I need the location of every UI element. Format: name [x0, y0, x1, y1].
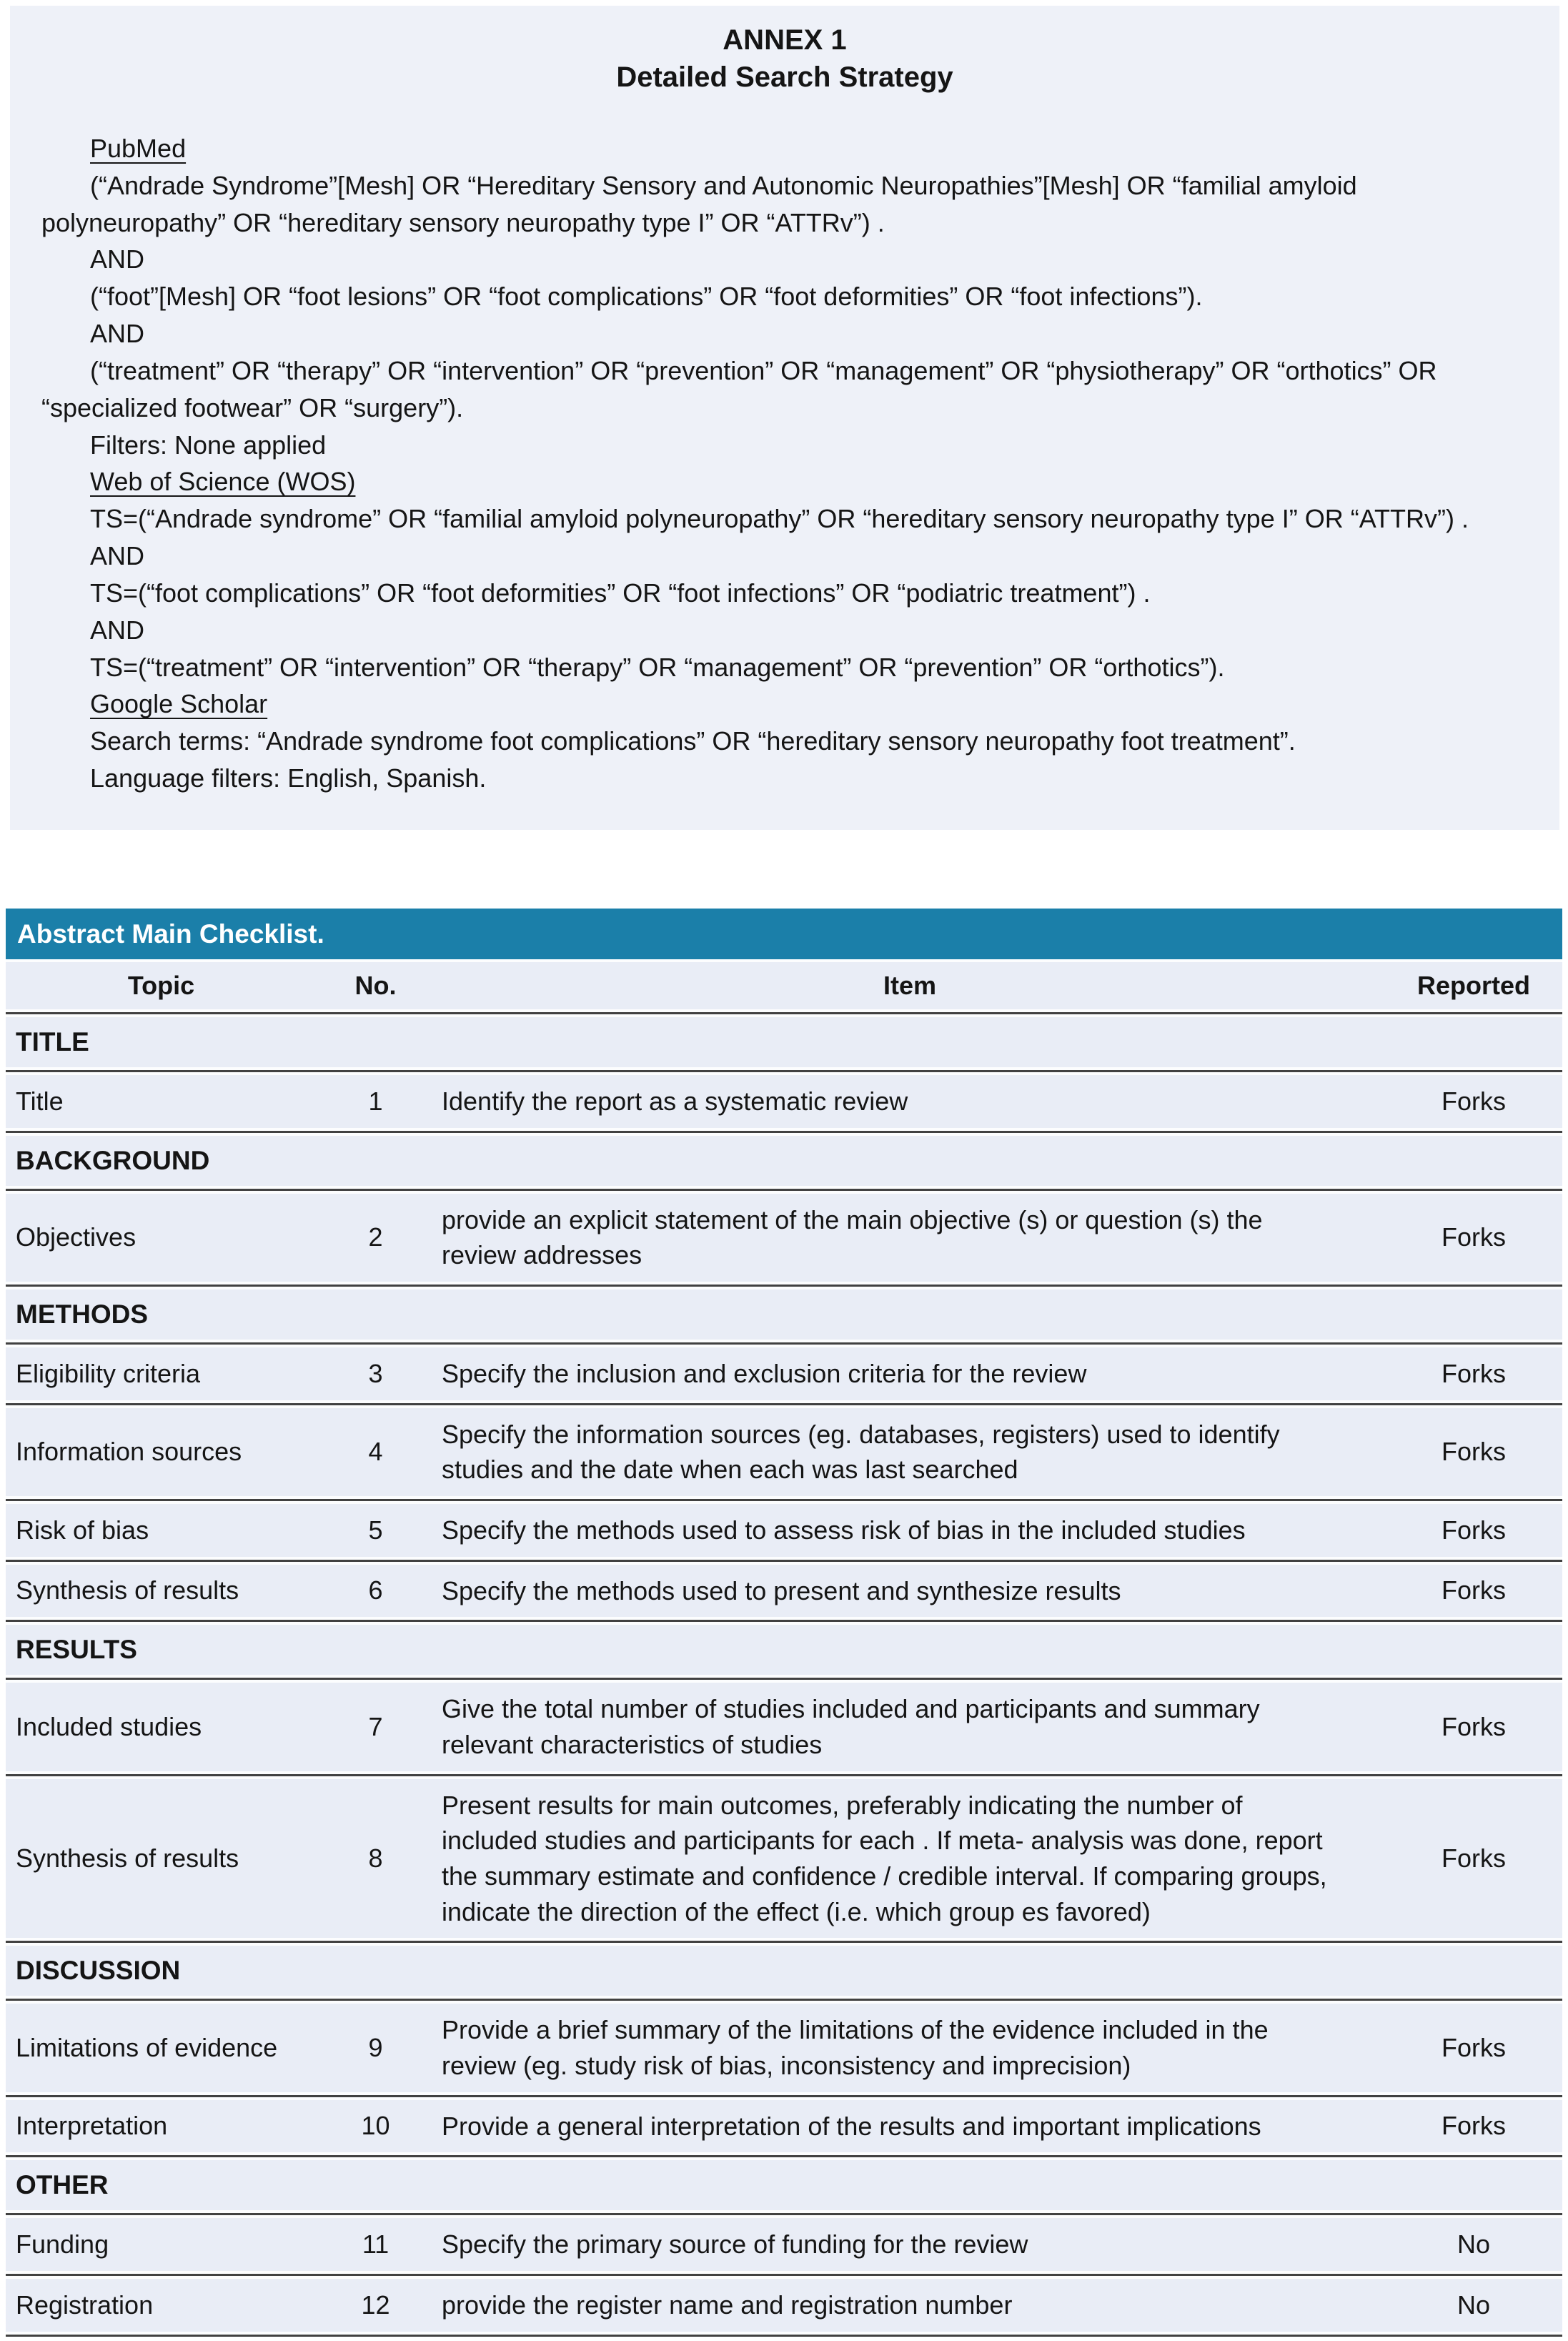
topic-cell: Funding	[6, 2214, 317, 2275]
item-cell: Present results for main outcomes, preferably indicating the number of included studies and participants for each . If meta- analysis was done, report the summary estimate and confidence / credible interval. If comparing groups, indicate the direction of the effect (i.e. which group es favored)	[435, 1775, 1385, 1942]
section-row-title: TITLE	[6, 1013, 1562, 1071]
topic-cell: Included studies	[6, 1679, 317, 1775]
table-row	[6, 1343, 1562, 1404]
topic-cell: Synthesis of results	[6, 1775, 317, 1942]
annex-title: ANNEX 1	[723, 24, 847, 56]
item-cell: provide the register name and registration number	[435, 2275, 1385, 2336]
no-cell: 3	[317, 1343, 435, 1404]
search-line: AND	[90, 615, 145, 645]
search-line: Search terms: “Andrade syndrome foot complications” OR “hereditary sensory neuropathy foot treatment”.	[90, 726, 1296, 756]
item-cell: Specify the information sources (eg. databases, registers) used to identify studies and the date when each was last searched	[435, 1404, 1385, 1500]
no-cell: 2	[317, 1189, 435, 1285]
section-row-discussion: DISCUSSION	[6, 1942, 1562, 2000]
item-cell: Specify the methods used to assess risk of bias in the included studies	[435, 1500, 1385, 1560]
item-cell: Provide a brief summary of the limitations of the evidence included in the review (eg. study risk of bias, inconsistency and imprecision)	[435, 2000, 1385, 2096]
item-cell: Specify the methods used to present and synthesize results	[435, 1560, 1385, 1621]
no-cell: 6	[317, 1560, 435, 1621]
search-line: Language filters: English, Spanish.	[90, 763, 487, 793]
item-cell: Specify the inclusion and exclusion criteria for the review	[435, 1343, 1385, 1404]
search-line: TS=(“treatment” OR “intervention” OR “therapy” OR “management” OR “prevention” OR “orthotics”).	[90, 652, 1225, 682]
checklist-table	[6, 959, 1562, 2337]
reported-cell: No	[1385, 2275, 1562, 2336]
reported-cell: Forks	[1385, 1343, 1562, 1404]
item-cell: Specify the primary source of funding for the review	[435, 2214, 1385, 2275]
table-row	[6, 2214, 1562, 2275]
pubmed-heading: PubMed	[90, 134, 187, 163]
annex-subtitle: Detailed Search Strategy	[616, 61, 953, 93]
no-cell: 1	[317, 1071, 435, 1132]
abstract-checklist	[6, 909, 1562, 2337]
section-row-other: OTHER	[6, 2157, 1562, 2214]
table-row	[6, 1679, 1562, 1775]
column-header-reported: Reported	[1385, 959, 1562, 1014]
column-header-no: No.	[317, 959, 435, 1014]
reported-cell: Forks	[1385, 1071, 1562, 1132]
topic-cell: Synthesis of results	[6, 1560, 317, 1621]
reported-cell: Forks	[1385, 1189, 1562, 1285]
search-line: TS=(“foot complications” OR “foot deformities” OR “foot infections” OR “podiatric treatment”) .	[90, 578, 1151, 608]
no-cell: 12	[317, 2275, 435, 2336]
search-line: (“foot”[Mesh] OR “foot lesions” OR “foot complications” OR “foot deformities” OR “foot infections”).	[90, 282, 1203, 312]
no-cell: 9	[317, 2000, 435, 2096]
search-line: AND	[90, 244, 145, 274]
topic-cell: Limitations of evidence	[6, 2000, 317, 2096]
reported-cell: Forks	[1385, 1775, 1562, 1942]
reported-cell: No	[1385, 2214, 1562, 2275]
no-cell: 7	[317, 1679, 435, 1775]
table-row	[6, 1500, 1562, 1560]
search-line: AND	[90, 319, 145, 349]
no-cell: 4	[317, 1404, 435, 1500]
no-cell: 11	[317, 2214, 435, 2275]
topic-cell: Eligibility criteria	[6, 1343, 317, 1404]
section-row-background: BACKGROUND	[6, 1132, 1562, 1189]
table-row	[6, 1560, 1562, 1621]
table-row	[6, 1071, 1562, 1132]
column-header-row	[6, 959, 1562, 1014]
search-line: (“treatment” OR “therapy” OR “intervention” OR “prevention” OR “management” OR “physiotherapy” OR “orthotics” OR “specialized footwear” OR “surgery”).	[41, 355, 1437, 422]
column-header-topic: Topic	[6, 959, 317, 1014]
no-cell: 10	[317, 2096, 435, 2157]
reported-cell: Forks	[1385, 1679, 1562, 1775]
table-row	[6, 2000, 1562, 2096]
topic-cell: Risk of bias	[6, 1500, 317, 1560]
table-row	[6, 2275, 1562, 2336]
reported-cell: Forks	[1385, 1404, 1562, 1500]
topic-cell: Information sources	[6, 1404, 317, 1500]
item-cell: provide an explicit statement of the main objective (s) or question (s) the review addresses	[435, 1189, 1385, 1285]
topic-cell: Registration	[6, 2275, 317, 2336]
section-row-results: RESULTS	[6, 1621, 1562, 1679]
item-cell: Provide a general interpretation of the results and important implications	[435, 2096, 1385, 2157]
table-row	[6, 2096, 1562, 2157]
search-strategy-body	[41, 130, 1528, 797]
search-line: AND	[90, 541, 145, 571]
no-cell: 8	[317, 1775, 435, 1942]
table-title: Abstract Main Checklist.	[6, 909, 1562, 959]
table-row	[6, 1404, 1562, 1500]
reported-cell: Forks	[1385, 1500, 1562, 1560]
search-line: Filters: None applied	[90, 430, 327, 460]
annex-search-strategy-panel	[10, 6, 1559, 830]
reported-cell: Forks	[1385, 2000, 1562, 2096]
item-cell: Give the total number of studies included and participants and summary relevant characteristics of studies	[435, 1679, 1385, 1775]
table-row	[6, 1775, 1562, 1942]
topic-cell: Interpretation	[6, 2096, 317, 2157]
google-scholar-heading: Google Scholar	[90, 689, 268, 719]
no-cell: 5	[317, 1500, 435, 1560]
reported-cell: Forks	[1385, 1560, 1562, 1621]
search-line: TS=(“Andrade syndrome” OR “familial amyloid polyneuropathy” OR “hereditary sensory neuropathy type I” OR “ATTRv”) .	[90, 504, 1469, 534]
reported-cell: Forks	[1385, 2096, 1562, 2157]
search-line: (“Andrade Syndrome”[Mesh] OR “Hereditary Sensory and Autonomic Neuropathies”[Mesh] OR “familial amyloid polyneuropathy” OR “hereditary sensory neuropathy type I” OR “ATTRv”) .	[41, 170, 1357, 237]
wos-heading: Web of Science (WOS)	[90, 467, 356, 497]
table-row	[6, 1189, 1562, 1285]
topic-cell: Title	[6, 1071, 317, 1132]
section-row-methods: METHODS	[6, 1285, 1562, 1343]
item-cell: Identify the report as a systematic review	[435, 1071, 1385, 1132]
topic-cell: Objectives	[6, 1189, 317, 1285]
column-header-item: Item	[435, 959, 1385, 1014]
